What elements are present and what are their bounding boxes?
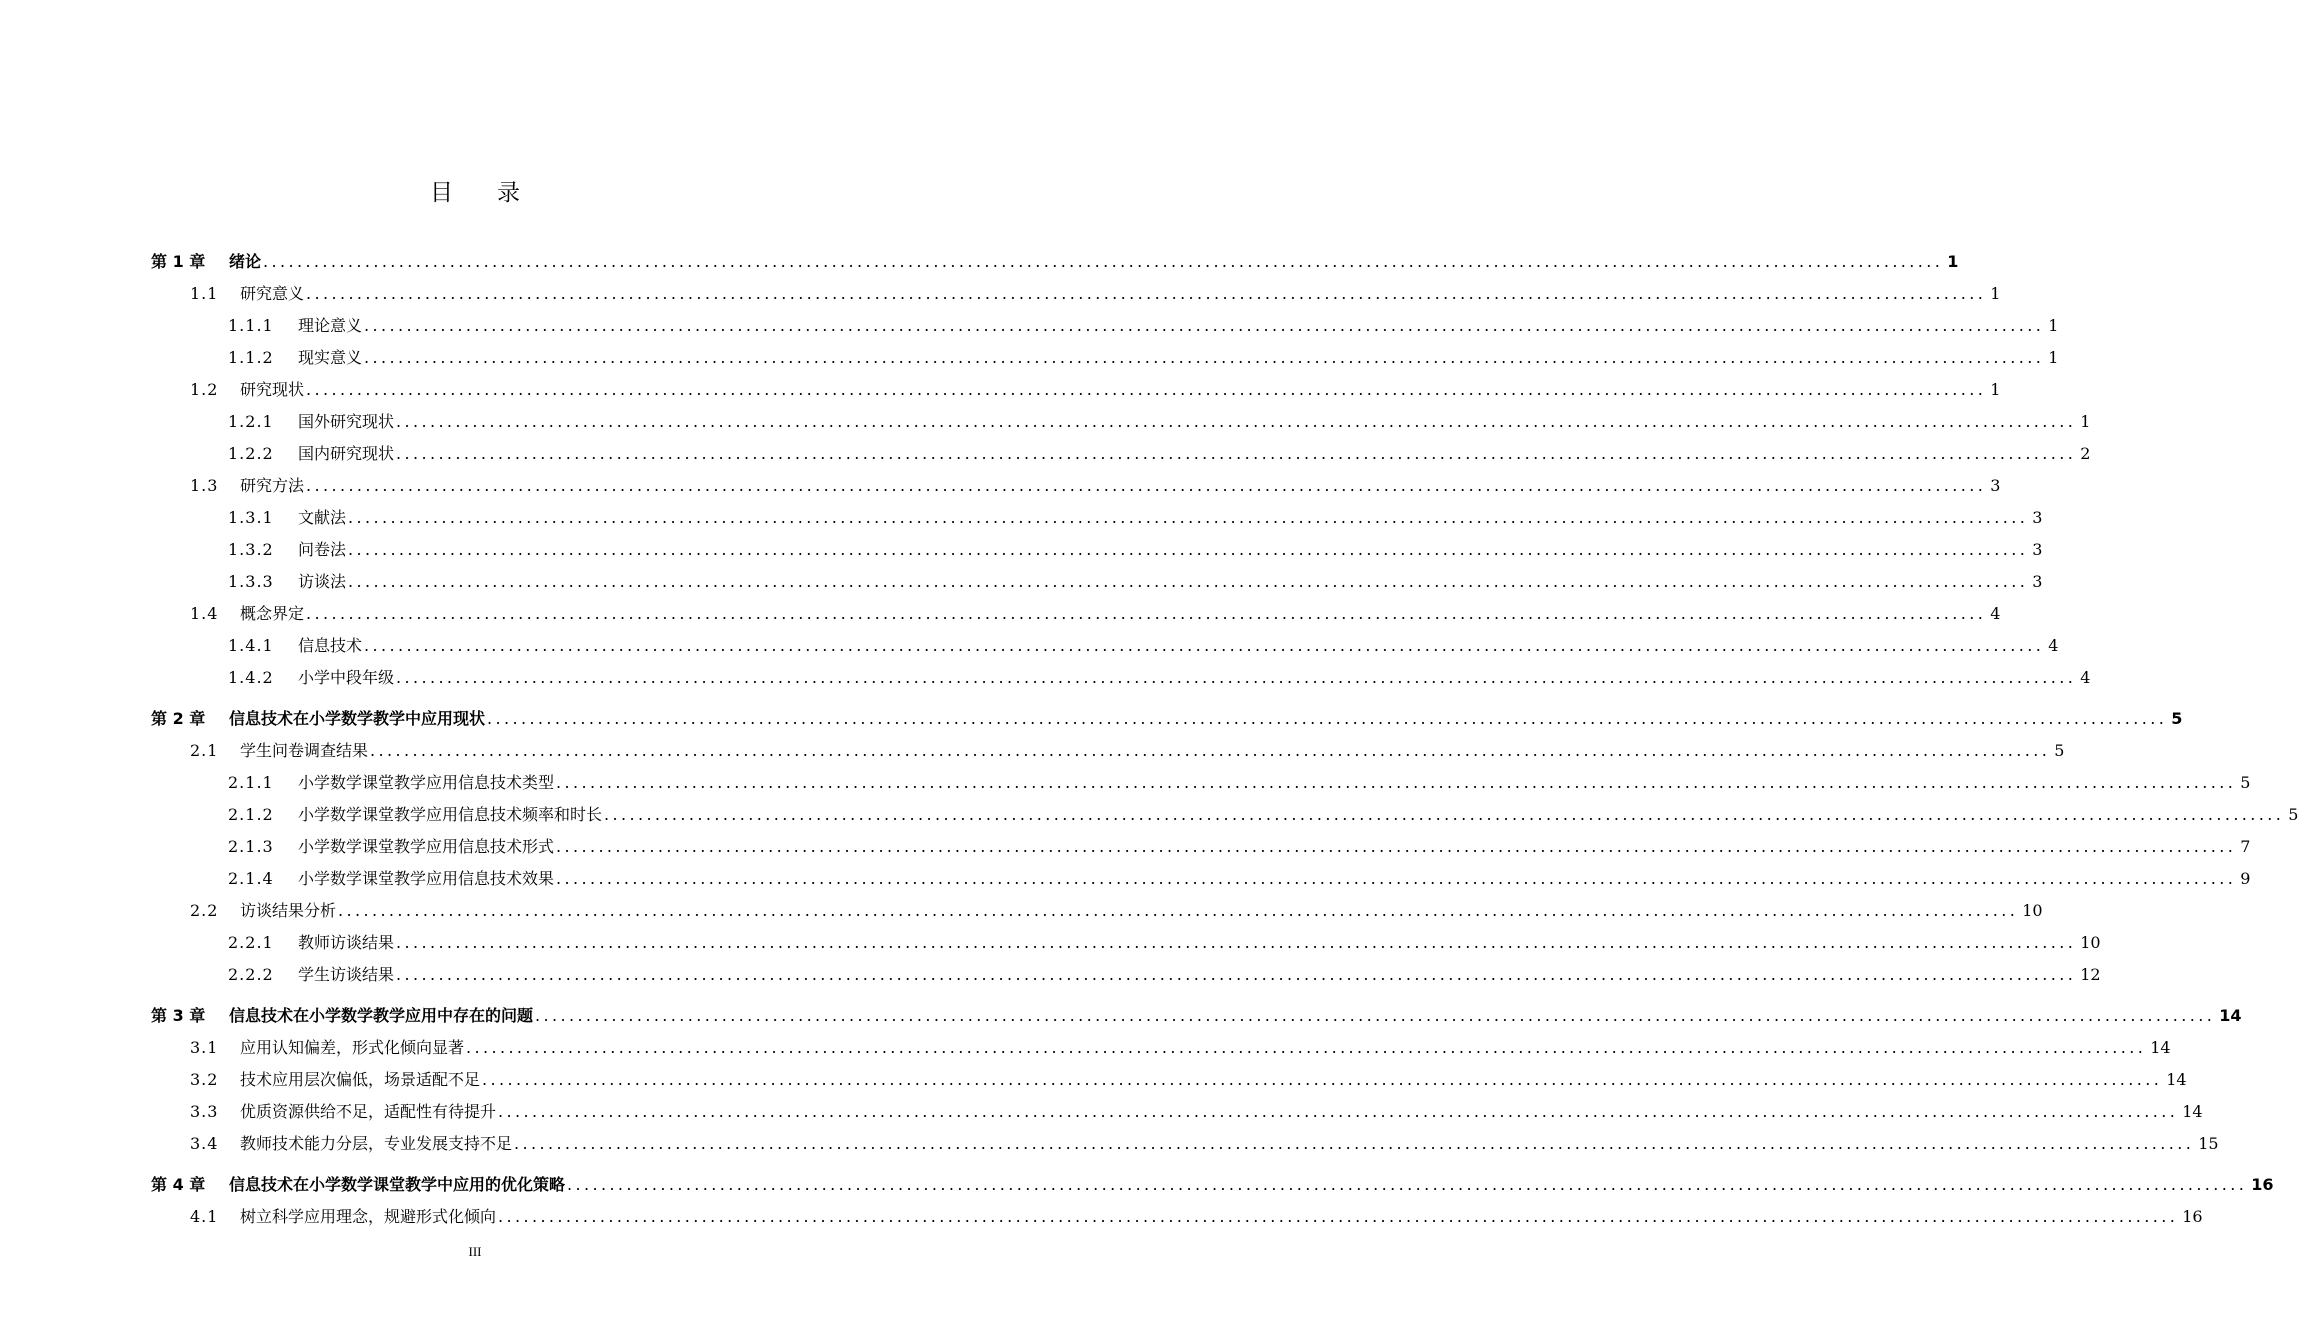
toc-entry-number: 2.2.2 (228, 965, 274, 984)
toc-entry-number: 第 4 章 (151, 1175, 206, 1194)
toc-dot-leader: ...................................................................................................................................................................................................... (556, 837, 2237, 856)
toc-entry-subsection[interactable] (228, 631, 2059, 657)
toc-dot-leader: ...................................................................................................................................................................................................... (396, 412, 2077, 431)
toc-dot-leader: ...................................................................................................................................................................................................... (498, 1207, 2179, 1226)
toc-dot-leader: ...................................................................................................................................................................................................... (396, 965, 2077, 984)
toc-entry-page-number: 14 (2182, 1102, 2203, 1121)
toc-entry-page-number: 5 (2171, 709, 2183, 728)
toc-entry-subsection[interactable] (228, 503, 2043, 529)
toc-entry-number: 1.4 (190, 604, 219, 623)
toc-entry-section[interactable] (190, 599, 2001, 625)
toc-entry-page-number: 3 (2032, 540, 2043, 559)
toc-entry-subsection[interactable] (228, 567, 2043, 593)
toc-dot-leader: ...................................................................................................................................................................................................... (482, 1070, 2163, 1089)
toc-entry-title: 文献法 (298, 508, 347, 527)
toc-dot-leader: ...................................................................................................................................................................................................... (514, 1134, 2195, 1153)
toc-dot-leader: ...................................................................................................................................................................................................... (364, 316, 2045, 335)
toc-entry-subsection[interactable] (228, 343, 2059, 369)
toc-entry-title: 教师访谈结果 (298, 933, 395, 952)
toc-entry-page-number: 1 (2048, 316, 2059, 335)
toc-entry-number: 3.3 (190, 1102, 219, 1121)
toc-entry-title: 研究现状 (240, 380, 305, 399)
toc-dot-leader: ...................................................................................................................................................................................................... (556, 773, 2237, 792)
toc-entry-section[interactable] (190, 1065, 2187, 1091)
toc-dot-leader: ...................................................................................................................................................................................................... (338, 901, 2019, 920)
toc-entry-subsection[interactable] (228, 832, 2251, 858)
toc-entry-subsection[interactable] (228, 663, 2091, 689)
toc-entry-number: 3.1 (190, 1038, 219, 1057)
toc-entry-page-number: 5 (2240, 773, 2251, 792)
toc-entry-subsection[interactable] (228, 535, 2043, 561)
toc-dot-leader: ...................................................................................................................................................................................................... (306, 476, 1987, 495)
toc-entry-page-number: 1 (1990, 380, 2001, 399)
toc-entry-title: 信息技术在小学数学教学应用中存在的问题 (229, 1006, 534, 1025)
toc-entry-title: 信息技术在小学数学课堂教学中应用的优化策略 (229, 1175, 566, 1194)
toc-entry-section[interactable] (190, 279, 2001, 305)
toc-entry-title: 小学数学课堂教学应用信息技术形式 (298, 837, 555, 856)
toc-dot-leader: ...................................................................................................................................................................................................... (604, 805, 2285, 824)
toc-entry-page-number: 2 (2080, 444, 2091, 463)
toc-entry-number: 2.1.3 (228, 837, 274, 856)
toc-entry-number: 1.1 (190, 284, 219, 303)
toc-entry-section[interactable] (190, 1033, 2171, 1059)
toc-entry-number: 1.4.2 (228, 668, 274, 687)
toc-entry-number: 2.1 (190, 741, 219, 760)
toc-entry-section[interactable] (190, 1097, 2203, 1123)
toc-entry-subsection[interactable] (228, 439, 2091, 465)
toc-entry-number: 2.2 (190, 901, 219, 920)
toc-entry-page-number: 3 (2032, 508, 2043, 527)
toc-entry-number: 1.1.1 (228, 316, 274, 335)
toc-entry-title: 研究方法 (240, 476, 305, 495)
toc-entry-section[interactable] (190, 471, 2001, 497)
toc-entry-chapter[interactable] (151, 247, 1959, 273)
toc-dot-leader: ...................................................................................................................................................................................................... (348, 540, 2029, 559)
toc-entry-page-number: 16 (2182, 1207, 2203, 1226)
toc-entry-title: 树立科学应用理念，规避形式化倾向 (240, 1207, 497, 1226)
toc-entry-chapter[interactable] (151, 1170, 2274, 1196)
toc-entry-number: 4.1 (190, 1207, 219, 1226)
toc-entry-section[interactable] (190, 1129, 2219, 1155)
toc-dot-leader: ...................................................................................................................................................................................................... (370, 741, 2051, 760)
toc-dot-leader: ...................................................................................................................................................................................................... (567, 1175, 2248, 1194)
toc-dot-leader: ...................................................................................................................................................................................................... (364, 636, 2045, 655)
toc-entry-number: 1.3 (190, 476, 219, 495)
toc-entry-page-number: 12 (2080, 965, 2101, 984)
toc-entry-title: 小学中段年级 (298, 668, 395, 687)
toc-entry-number: 1.2.2 (228, 444, 274, 463)
toc-entry-number: 3.4 (190, 1134, 219, 1153)
toc-entry-section[interactable] (190, 736, 2065, 762)
toc-entry-number: 1.2.1 (228, 412, 274, 431)
toc-entry-number: 2.1.1 (228, 773, 274, 792)
toc-entry-title: 小学数学课堂教学应用信息技术频率和时长 (298, 805, 603, 824)
page-number-footer: III (468, 1244, 482, 1259)
toc-dot-leader: ...................................................................................................................................................................................................... (263, 252, 1944, 271)
toc-entry-subsection[interactable] (228, 800, 2298, 826)
toc-entry-page-number: 4 (2048, 636, 2059, 655)
toc-entry-number: 1.2 (190, 380, 219, 399)
toc-entry-number: 1.1.2 (228, 348, 274, 367)
toc-entry-title: 信息技术在小学数学教学中应用现状 (229, 709, 486, 728)
toc-entry-title: 现实意义 (298, 348, 363, 367)
toc-entry-number: 1.4.1 (228, 636, 274, 655)
toc-entry-number: 第 2 章 (151, 709, 206, 728)
toc-entry-title: 国内研究现状 (298, 444, 395, 463)
toc-dot-leader: ...................................................................................................................................................................................................... (306, 380, 1987, 399)
toc-entry-title: 国外研究现状 (298, 412, 395, 431)
toc-entry-title: 概念界定 (240, 604, 305, 623)
toc-entry-subsection[interactable] (228, 928, 2101, 954)
toc-entry-title: 优质资源供给不足，适配性有待提升 (240, 1102, 497, 1121)
toc-entry-subsection[interactable] (228, 864, 2251, 890)
toc-entry-page-number: 10 (2080, 933, 2101, 952)
toc-entry-page-number: 7 (2240, 837, 2251, 856)
toc-entry-number: 2.2.1 (228, 933, 274, 952)
toc-entry-page-number: 14 (2150, 1038, 2171, 1057)
toc-entry-page-number: 14 (2166, 1070, 2187, 1089)
toc-dot-leader: ...................................................................................................................................................................................................... (306, 284, 1987, 303)
toc-entry-page-number: 9 (2240, 869, 2251, 888)
toc-entry-title: 小学数学课堂教学应用信息技术效果 (298, 869, 555, 888)
toc-entry-page-number: 5 (2288, 805, 2298, 824)
toc-entry-number: 3.2 (190, 1070, 219, 1089)
toc-dot-leader: ...................................................................................................................................................................................................... (348, 572, 2029, 591)
toc-dot-leader: ...................................................................................................................................................................................................... (396, 444, 2077, 463)
toc-entry-section[interactable] (190, 1202, 2203, 1228)
toc-entry-title: 理论意义 (298, 316, 363, 335)
toc-entry-page-number: 1 (1990, 284, 2001, 303)
toc-entry-number: 1.3.2 (228, 540, 274, 559)
toc-dot-leader: ...................................................................................................................................................................................................... (364, 348, 2045, 367)
toc-dot-leader: ...................................................................................................................................................................................................... (498, 1102, 2179, 1121)
toc-entry-title: 学生问卷调查结果 (240, 741, 369, 760)
toc-entry-subsection[interactable] (228, 768, 2251, 794)
toc-entry-title: 研究意义 (240, 284, 305, 303)
toc-entry-title: 问卷法 (298, 540, 347, 559)
toc-entry-page-number: 1 (1947, 252, 1959, 271)
toc-entry-title: 访谈结果分析 (240, 901, 337, 920)
toc-entry-section[interactable] (190, 896, 2043, 922)
toc-entry-title: 技术应用层次偏低，场景适配不足 (240, 1070, 481, 1089)
toc-entry-subsection[interactable] (228, 407, 2091, 433)
toc-dot-leader: ...................................................................................................................................................................................................... (396, 668, 2077, 687)
toc-entry-page-number: 4 (2080, 668, 2091, 687)
toc-entry-page-number: 1 (2048, 348, 2059, 367)
toc-dot-leader: ...................................................................................................................................................................................................... (348, 508, 2029, 527)
toc-entry-page-number: 4 (1990, 604, 2001, 623)
toc-entry-chapter[interactable] (151, 704, 2183, 730)
toc-entry-page-number: 10 (2022, 901, 2043, 920)
toc-entry-number: 第 3 章 (151, 1006, 206, 1025)
toc-entry-page-number: 5 (2054, 741, 2065, 760)
toc-entry-number: 第 1 章 (151, 252, 206, 271)
toc-entry-page-number: 14 (2219, 1006, 2242, 1025)
toc-dot-leader: ...................................................................................................................................................................................................... (487, 709, 2168, 728)
toc-entry-number: 2.1.2 (228, 805, 274, 824)
toc-dot-leader: ...................................................................................................................................................................................................... (466, 1038, 2147, 1057)
toc-entry-number: 1.3.1 (228, 508, 274, 527)
toc-entry-section[interactable] (190, 375, 2001, 401)
toc-entry-number: 1.3.3 (228, 572, 274, 591)
toc-entry-title: 信息技术 (298, 636, 363, 655)
toc-entry-page-number: 15 (2198, 1134, 2219, 1153)
toc-dot-leader: ...................................................................................................................................................................................................... (535, 1006, 2216, 1025)
toc-entry-page-number: 3 (1990, 476, 2001, 495)
toc-entry-subsection[interactable] (228, 960, 2101, 986)
toc-entry-number: 2.1.4 (228, 869, 274, 888)
toc-entry-title: 学生访谈结果 (298, 965, 395, 984)
toc-entry-title: 教师技术能力分层，专业发展支持不足 (240, 1134, 513, 1153)
toc-dot-leader: ...................................................................................................................................................................................................... (396, 933, 2077, 952)
toc-entry-subsection[interactable] (228, 311, 2059, 337)
toc-dot-leader: ...................................................................................................................................................................................................... (556, 869, 2237, 888)
page-title: 目录 (430, 180, 564, 206)
toc-entry-page-number: 1 (2080, 412, 2091, 431)
toc-entry-title: 小学数学课堂教学应用信息技术类型 (298, 773, 555, 792)
toc-entry-chapter[interactable] (151, 1001, 2242, 1027)
toc-entry-page-number: 3 (2032, 572, 2043, 591)
toc-entry-title: 访谈法 (298, 572, 347, 591)
toc-entry-title: 绪论 (229, 252, 262, 271)
toc-entry-title: 应用认知偏差，形式化倾向显著 (240, 1038, 465, 1057)
toc-dot-leader: ...................................................................................................................................................................................................... (306, 604, 1987, 623)
toc-entry-page-number: 16 (2251, 1175, 2274, 1194)
